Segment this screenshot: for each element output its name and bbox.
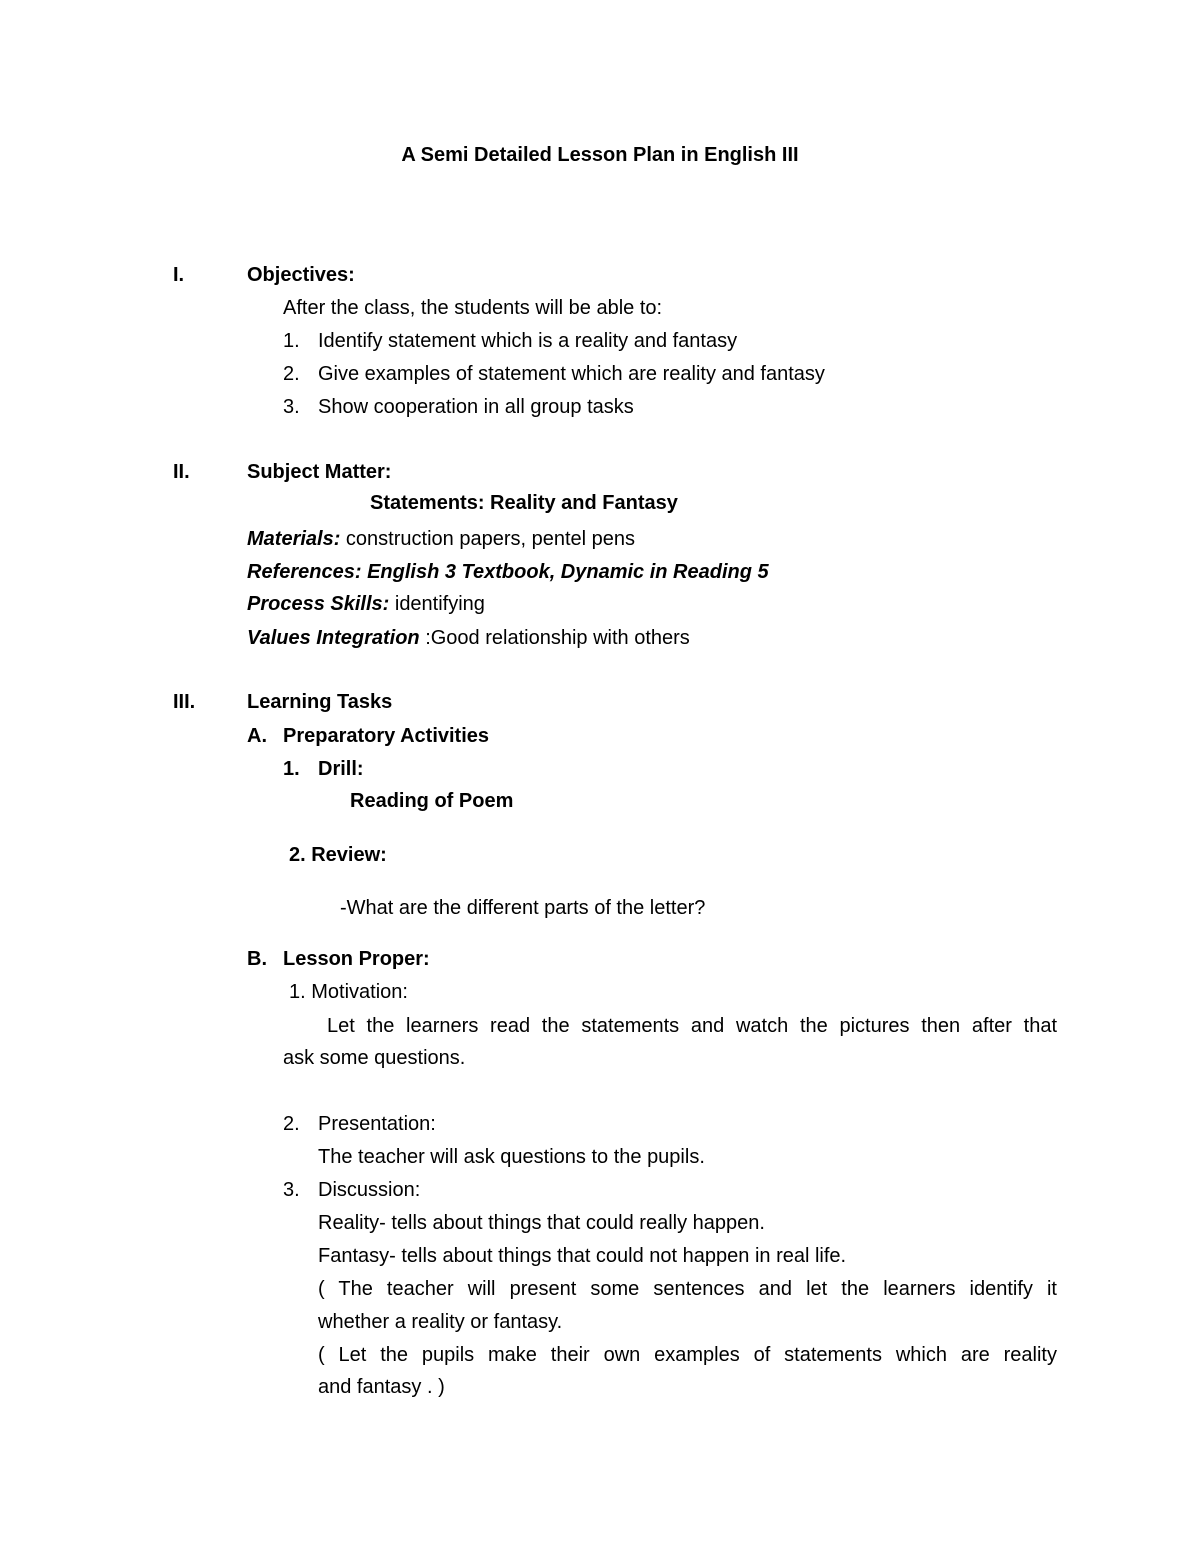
process-skills-line [247, 592, 485, 616]
section-numeral: II. [173, 461, 190, 483]
materials-value: construction papers, pentel pens [340, 528, 636, 550]
review-question: -What are the different parts of the letter? [340, 897, 706, 919]
motivation-line-1: Let the learners read the statements and watch the pictures then after that [327, 1015, 1057, 1037]
motivation-line-2: ask some questions. [283, 1047, 466, 1069]
section-numeral: I. [173, 264, 185, 286]
references-label: References: [247, 561, 362, 583]
objective-number: 3. [283, 396, 300, 418]
reality-definition: Reality- tells about things that could really happen. [318, 1212, 765, 1234]
drill-number: 1. [283, 758, 300, 780]
presentation-number: 2. [283, 1113, 300, 1135]
discussion-number: 3. [283, 1179, 300, 1201]
preparatory-activities-heading: Preparatory Activities [283, 725, 490, 747]
teacher-note-line-1: ( The teacher will present some sentences and let the learners identify it [318, 1278, 1057, 1300]
objective-item: Identify statement which is a reality and fantasy [318, 330, 738, 352]
lesson-proper-heading: Lesson Proper: [283, 948, 430, 970]
drill-label: Drill: [318, 758, 364, 780]
materials-label: Materials: [247, 528, 341, 550]
objective-number: 2. [283, 363, 300, 385]
subject-topic: Statements: Reality and Fantasy [370, 492, 678, 514]
process-skills-value: identifying [389, 593, 485, 615]
presentation-label: Presentation: [318, 1113, 436, 1135]
objective-number: 1. [283, 330, 300, 352]
pupil-note-line-2: and fantasy . ) [318, 1376, 445, 1398]
fantasy-definition: Fantasy- tells about things that could not happen in real life. [318, 1245, 847, 1267]
page-title: A Semi Detailed Lesson Plan in English III [401, 144, 799, 166]
subsection-letter: B. [247, 948, 267, 970]
review-label: 2. Review: [289, 844, 387, 866]
motivation-label: 1. Motivation: [289, 981, 408, 1003]
references-line [247, 560, 769, 584]
objective-item: Give examples of statement which are reality and fantasy [318, 363, 825, 385]
references-value: English 3 Textbook, Dynamic in Reading 5 [361, 561, 769, 583]
values-integration-label: Values Integration [247, 627, 420, 649]
learning-tasks-heading: Learning Tasks [247, 691, 393, 713]
objectives-heading: Objectives: [247, 264, 355, 286]
objective-item: Show cooperation in all group tasks [318, 396, 634, 418]
process-skills-label: Process Skills: [247, 593, 390, 615]
materials-line [247, 527, 635, 551]
pupil-note-line-1: ( Let the pupils make their own examples of statements which are reality [318, 1344, 1057, 1366]
subsection-letter: A. [247, 725, 267, 747]
objectives-intro: After the class, the students will be able to: [283, 297, 663, 319]
discussion-label: Discussion: [318, 1179, 421, 1201]
subject-matter-heading: Subject Matter: [247, 461, 392, 483]
teacher-note-line-2: whether a reality or fantasy. [318, 1311, 563, 1333]
values-integration-line [247, 626, 690, 650]
section-numeral: III. [173, 691, 196, 713]
values-integration-value: :Good relationship with others [419, 627, 690, 649]
presentation-text: The teacher will ask questions to the pupils. [318, 1146, 705, 1168]
drill-activity: Reading of Poem [350, 790, 514, 812]
